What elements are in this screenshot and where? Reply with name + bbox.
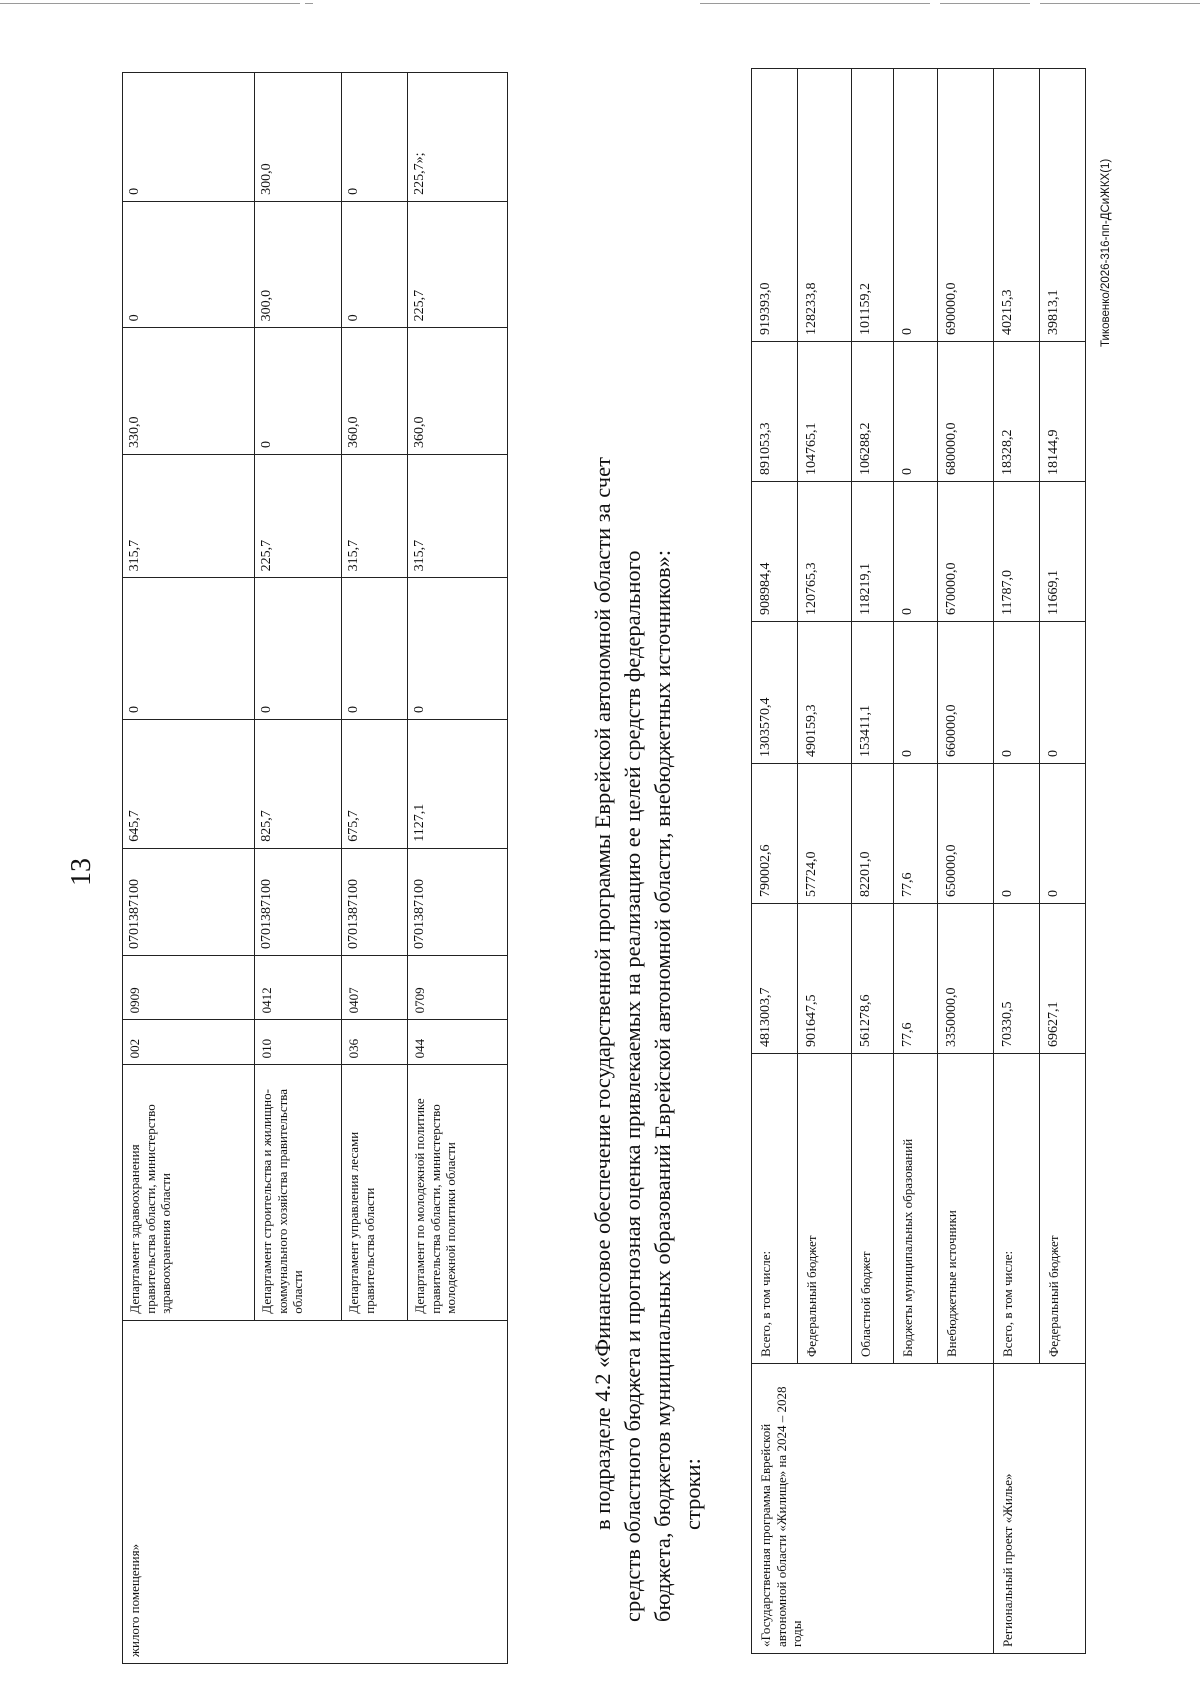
table-cell: 0407 bbox=[342, 955, 408, 1019]
table-cell: 690000,0 bbox=[938, 69, 994, 342]
table-cell: Всего, в том числе: bbox=[752, 1054, 798, 1364]
table-cell: Федеральный бюджет bbox=[798, 1054, 852, 1364]
table-cell: Департамент строительства и жилищно-коммунального хозяйства правительства области bbox=[255, 1065, 342, 1320]
table-cell: 919393,0 bbox=[752, 69, 798, 342]
table-cell: 825,7 bbox=[255, 719, 342, 848]
table-cell: 0701387100 bbox=[408, 848, 508, 955]
table-cell: 010 bbox=[255, 1020, 342, 1065]
table-cell: 670000,0 bbox=[938, 482, 994, 622]
table-cell: 0 bbox=[123, 578, 255, 720]
table-cell: 128233,8 bbox=[798, 69, 852, 342]
table-cell: 225,7»; bbox=[408, 73, 508, 202]
table-cell: 0 bbox=[123, 73, 255, 202]
table-cell: 0 bbox=[255, 578, 342, 720]
table-cell: 360,0 bbox=[408, 328, 508, 455]
table-cell: 901647,5 bbox=[798, 904, 852, 1054]
amendment-paragraph bbox=[588, 42, 708, 1622]
table-cell: 044 bbox=[408, 1020, 508, 1065]
table-cell: 315,7 bbox=[408, 454, 508, 577]
table-cell: 77,6 bbox=[894, 904, 938, 1054]
paragraph-line: бюджета, бюджетов муниципальных образований Еврейской автономной области, внебюджетных источников»: bbox=[650, 549, 675, 1622]
table-cell: Федеральный бюджет bbox=[1040, 1054, 1086, 1364]
table-cell: 660000,0 bbox=[938, 622, 994, 764]
table-cell: 120765,3 bbox=[798, 482, 852, 622]
table-cell: жилого помещения» bbox=[123, 1320, 508, 1663]
bottom-table bbox=[751, 68, 1086, 1654]
table-cell: 18328,2 bbox=[994, 342, 1040, 482]
table-cell: 0 bbox=[1040, 764, 1086, 904]
table-cell: 300,0 bbox=[255, 73, 342, 202]
paragraph-line: средств областного бюджета и прогнозная оценка привлекаемых на реализацию ее целей средств федерального bbox=[620, 550, 645, 1622]
table-cell: 225,7 bbox=[255, 454, 342, 577]
table-cell: 225,7 bbox=[408, 201, 508, 328]
table-cell: 11787,0 bbox=[994, 482, 1040, 622]
table-cell: 0701387100 bbox=[255, 848, 342, 955]
table-cell: 908984,4 bbox=[752, 482, 798, 622]
table-cell: Внебюджетные источники bbox=[938, 1054, 994, 1364]
table-cell: Областной бюджет bbox=[852, 1054, 894, 1364]
table-cell: 101159,2 bbox=[852, 69, 894, 342]
table-cell: Департамент управления лесами правительства области bbox=[342, 1065, 408, 1320]
table-row bbox=[994, 69, 1040, 1654]
table-cell: 0 bbox=[994, 764, 1040, 904]
table-cell: 0 bbox=[1040, 622, 1086, 764]
table-cell: 57724,0 bbox=[798, 764, 852, 904]
table-cell: 315,7 bbox=[123, 454, 255, 577]
table-cell: 106288,2 bbox=[852, 342, 894, 482]
table-cell: 3350000,0 bbox=[938, 904, 994, 1054]
table-cell: 0 bbox=[342, 201, 408, 328]
paragraph-line: строки: bbox=[680, 1458, 705, 1530]
table-cell: 315,7 bbox=[342, 454, 408, 577]
table-cell: 645,7 bbox=[123, 719, 255, 848]
table-cell: Департамент по молодежной политике правительства области, министерство молодежной политики области bbox=[408, 1065, 508, 1320]
table-cell: Департамент здравоохранения правительства области, министерство здравоохранения области bbox=[123, 1065, 255, 1320]
table-cell: 002 bbox=[123, 1020, 255, 1065]
table-cell: 0 bbox=[894, 622, 938, 764]
table-cell: 11669,1 bbox=[1040, 482, 1086, 622]
table-cell: 0 bbox=[342, 73, 408, 202]
paragraph-line: в подразделе 4.2 «Финансовое обеспечение государственной программы Еврейской автономной области за счет bbox=[590, 457, 615, 1530]
table-cell: 153411,1 bbox=[852, 622, 894, 764]
table-cell: 036 bbox=[342, 1020, 408, 1065]
table-cell: Всего, в том числе: bbox=[994, 1054, 1040, 1364]
table-cell: 18144,9 bbox=[1040, 342, 1086, 482]
table-cell: 490159,3 bbox=[798, 622, 852, 764]
table-cell: 0 bbox=[342, 578, 408, 720]
table-cell: 70330,5 bbox=[994, 904, 1040, 1054]
table-cell: 40215,3 bbox=[994, 69, 1040, 342]
table-cell: 561278,6 bbox=[852, 904, 894, 1054]
table-row bbox=[123, 73, 255, 1664]
table-cell: 0 bbox=[894, 69, 938, 342]
table-cell: 0 bbox=[894, 342, 938, 482]
table-cell: 0 bbox=[894, 482, 938, 622]
table-cell: 4813003,7 bbox=[752, 904, 798, 1054]
table-cell: 675,7 bbox=[342, 719, 408, 848]
page-number: 13 bbox=[66, 858, 97, 886]
table-cell: 0 bbox=[255, 328, 342, 455]
table-cell: 0 bbox=[994, 622, 1040, 764]
table-cell: 39813,1 bbox=[1040, 69, 1086, 342]
table-cell: 360,0 bbox=[342, 328, 408, 455]
table-cell: 0 bbox=[123, 201, 255, 328]
table-cell: 1127,1 bbox=[408, 719, 508, 848]
table-cell: 680000,0 bbox=[938, 342, 994, 482]
table-cell: 77,6 bbox=[894, 764, 938, 904]
table-row bbox=[752, 69, 798, 1654]
table-cell: 0709 bbox=[408, 955, 508, 1019]
top-table bbox=[122, 72, 508, 1664]
table-cell: 1303570,4 bbox=[752, 622, 798, 764]
table-cell: 790002,6 bbox=[752, 764, 798, 904]
table-cell: Бюджеты муниципальных образований bbox=[894, 1054, 938, 1364]
table-cell: 118219,1 bbox=[852, 482, 894, 622]
table-cell: 330,0 bbox=[123, 328, 255, 455]
table-cell: 0412 bbox=[255, 955, 342, 1019]
table-cell: 650000,0 bbox=[938, 764, 994, 904]
table-cell: 300,0 bbox=[255, 201, 342, 328]
document-footer-code: Тиковенко/2026-316-пп-ДСиЖКХ(1) bbox=[1100, 158, 1112, 347]
table-cell: 891053,3 bbox=[752, 342, 798, 482]
table-cell: 82201,0 bbox=[852, 764, 894, 904]
table-cell: 0701387100 bbox=[342, 848, 408, 955]
table-cell: 0 bbox=[408, 578, 508, 720]
table-cell: 104765,1 bbox=[798, 342, 852, 482]
table-cell: 0701387100 bbox=[123, 848, 255, 955]
table-cell: «Государственная программа Еврейской автономной области «Жилище» на 2024 – 2028 годы bbox=[752, 1364, 994, 1654]
table-cell: Региональный проект «Жилье» bbox=[994, 1364, 1086, 1654]
table-cell: 69627,1 bbox=[1040, 904, 1086, 1054]
table-cell: 0909 bbox=[123, 955, 255, 1019]
